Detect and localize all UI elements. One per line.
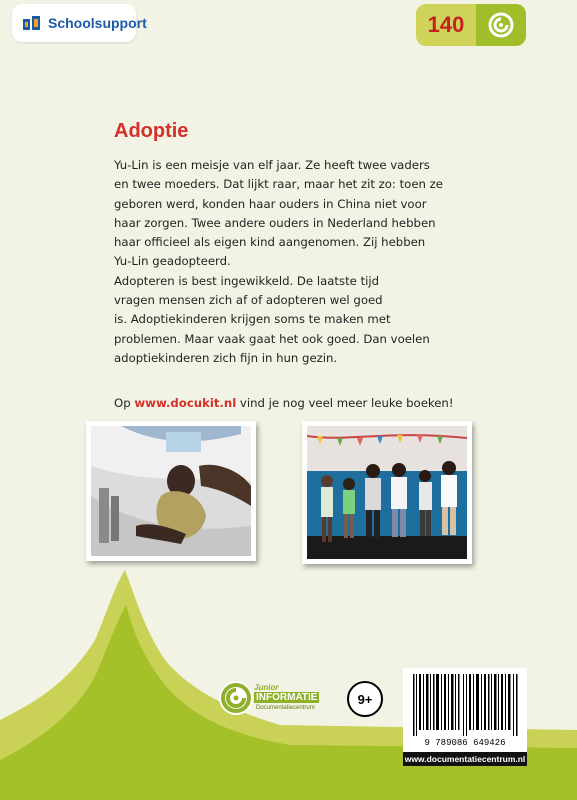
- series-spiral-icon: [476, 4, 526, 46]
- body-line: Yu-Lin is een meisje van elf jaar. Ze heeft twee vaders: [114, 158, 430, 172]
- brand-name: Schoolsupport: [48, 15, 147, 31]
- body-line: haar officieel als eigen kind aangenomen. Zij hebben: [114, 235, 426, 250]
- page-title: Adoptie: [114, 120, 189, 142]
- body-line: problemen. Maar vaak gaat het ook goed. Dan voelen: [114, 331, 430, 346]
- logo-line-informatie: INFORMATIE: [256, 692, 318, 703]
- publisher-url[interactable]: www.documentatiecentrum.nl: [404, 754, 526, 764]
- body-line: vragen mensen zich af of adopteren wel goed: [114, 293, 383, 308]
- junior-informatie-logo: [218, 680, 328, 716]
- body-line: en twee moeders. Dat lijkt raar, maar het zit zo: toen ze: [114, 177, 443, 192]
- promo-line: [114, 396, 454, 410]
- barcode: [403, 668, 527, 752]
- body-text: [114, 156, 454, 368]
- logo-line-junior: Junior: [254, 683, 279, 692]
- docukit-link[interactable]: www.docukit.nl: [134, 396, 237, 410]
- photo-child-in-hands: [86, 421, 256, 561]
- logo-line-documentatiecentrum: Documentatiecentrum: [256, 705, 315, 711]
- series-badge: [416, 4, 526, 46]
- promo-prefix: Op: [114, 396, 135, 410]
- body-line: Yu-Lin geadopteerd.: [114, 254, 231, 269]
- junior-informatie-spiral-icon: [218, 680, 254, 716]
- photo-group-of-girls: [302, 421, 472, 564]
- body-line: haar zorgen. Twee andere ouders in Nederland hebben: [114, 215, 436, 230]
- series-number: 140: [416, 4, 476, 46]
- schoolsupport-logo[interactable]: [12, 4, 147, 42]
- age-badge: 9+: [347, 681, 383, 717]
- body-line: geboren werd, konden haar ouders in China niet voor: [114, 196, 427, 211]
- body-line: Adopteren is best ingewikkeld. De laatste tijd: [114, 273, 380, 288]
- body-line: is. Adoptiekinderen krijgen soms te maken met: [114, 312, 391, 327]
- isbn-number: 9 789086 649426: [424, 738, 506, 748]
- promo-suffix: vind je nog veel meer leuke boeken!: [236, 396, 454, 410]
- schoolsupport-icon: [22, 13, 42, 33]
- body-line: adoptiekinderen zich fijn in hun gezin.: [114, 350, 338, 365]
- barcode-bars: [403, 668, 527, 736]
